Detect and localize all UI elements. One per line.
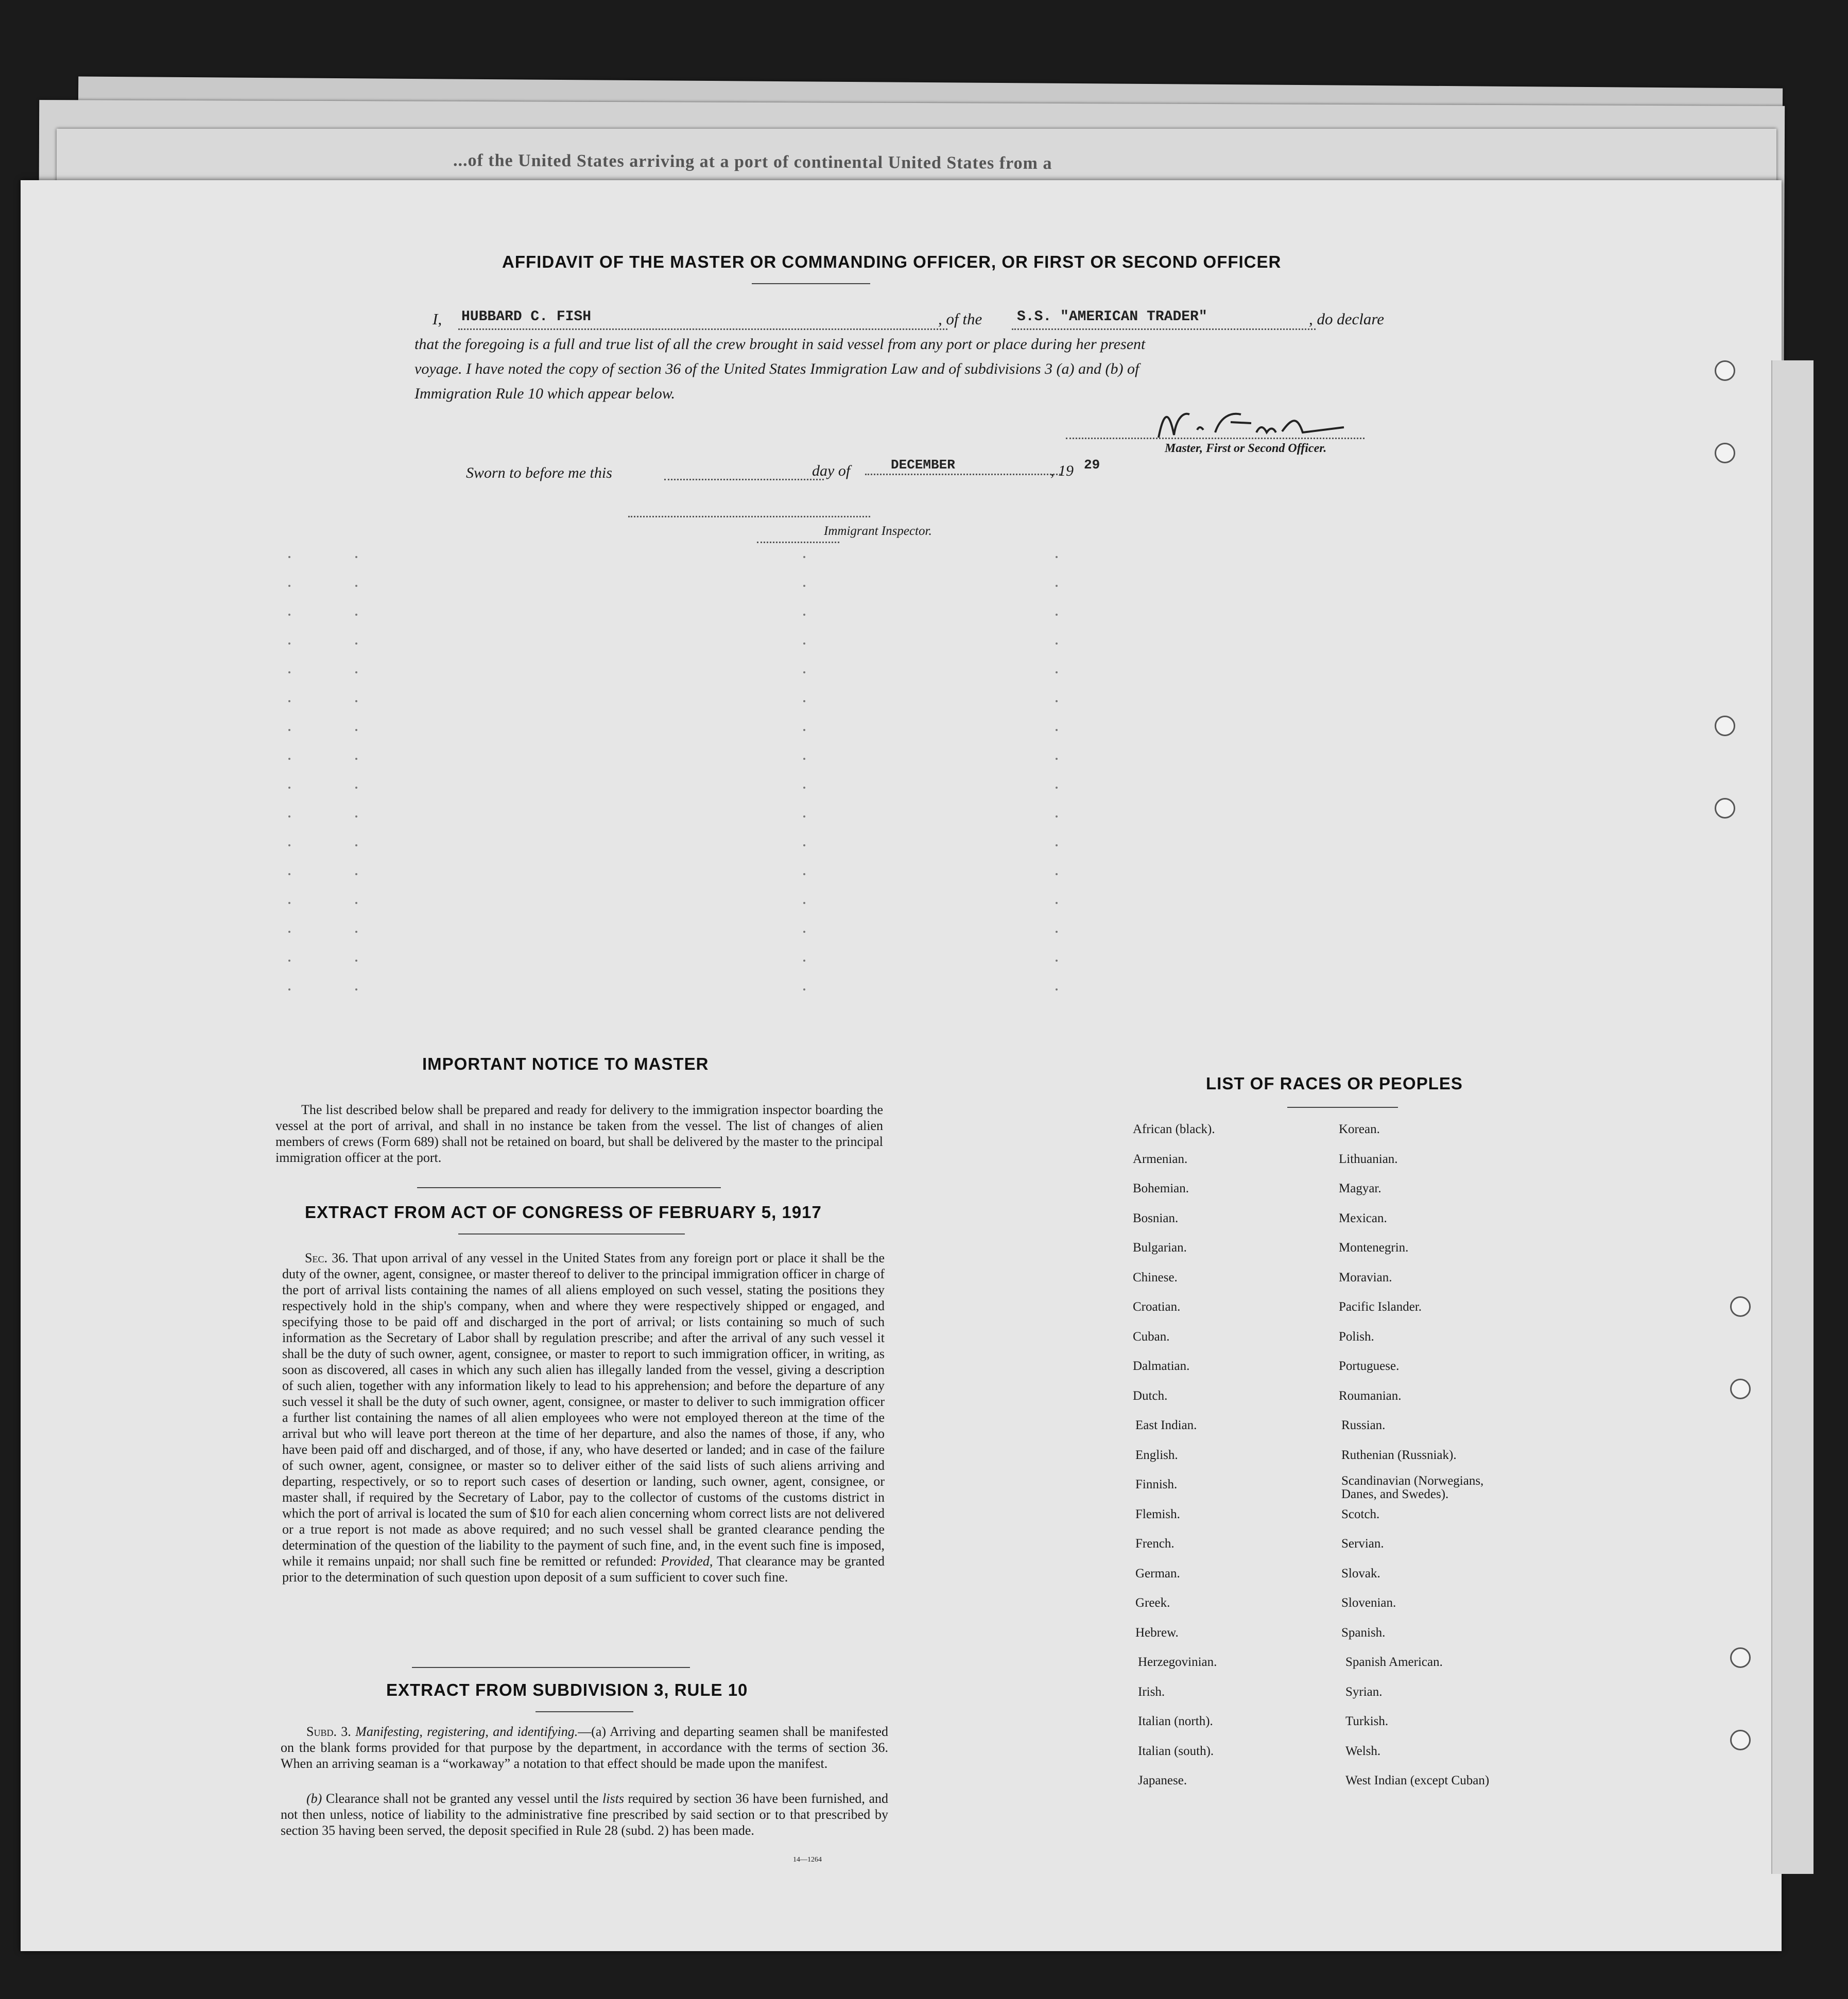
race-item: East Indian. [1135, 1418, 1197, 1432]
subd-b-body2: required by section 36 have been furnished, and not then unless, notice of liability to the administrative fine prescribed by said section or to that prescribed by section 35 having been served, the deposit specified in Rule 28 (subd. 2) has been made. [281, 1791, 888, 1838]
race-item: Turkish. [1345, 1714, 1389, 1728]
year-prefix: , 19 [1050, 462, 1074, 479]
race-item: Chinese. [1133, 1270, 1178, 1284]
race-item: Flemish. [1135, 1507, 1180, 1521]
race-item: Bosnian. [1133, 1211, 1179, 1225]
notice-text: The list described below shall be prepared and ready for delivery to the immigration inspector boarding the vessel at the port of arrival, and shall in no instance be taken from the vessel. The list of changes of alien members of crews (Form 689) shall not be retained on board, but shall be delivered by the master to the principal immigration officer at the port. [275, 1102, 883, 1165]
race-item: German. [1135, 1566, 1180, 1580]
race-item: Bohemian. [1133, 1181, 1189, 1195]
race-item: Slovenian. [1341, 1596, 1396, 1610]
divider [412, 1667, 690, 1668]
race-item: Montenegrin. [1339, 1241, 1409, 1255]
form-number: 14—1264 [793, 1856, 822, 1864]
race-item: Korean. [1339, 1122, 1380, 1136]
master-name: HUBBARD C. FISH [461, 309, 592, 325]
race-item: Polish. [1339, 1329, 1374, 1344]
subd-a-body: Arriving and departing seamen shall be manifested on the blank forms provided for that purpose by the department, in accordance with the terms of section 36. When an arriving seaman is a “workaway” a notation to that effect should be made upon the manifest. [281, 1724, 888, 1771]
race-item: Croatian. [1133, 1300, 1181, 1314]
behind-sheet-text: ...of the United States arriving at a port of continental United States from a [453, 150, 1052, 173]
affidavit-line: voyage. I have noted the copy of section 36 of the United States Immigration Law and of subdivisions 3 (a) and (b) of [414, 360, 1139, 377]
affidavit-line: that the foregoing is a full and true list of all the crew brought in said vessel from any port or place during her present [414, 336, 1146, 353]
race-item: Ruthenian (Russniak). [1341, 1448, 1457, 1462]
fill-line [664, 479, 824, 480]
inspector-line [757, 542, 839, 543]
subd-a-text [281, 1724, 888, 1771]
i-label: I, [433, 310, 442, 328]
divider [417, 1187, 721, 1188]
affidavit-line: Immigration Rule 10 which appear below. [414, 385, 676, 402]
binder-hole [1715, 716, 1735, 736]
binder-hole [1715, 360, 1735, 381]
race-item: Irish. [1138, 1684, 1165, 1699]
race-item: Scandinavian (Norwegians, Danes, and Swedes). [1341, 1474, 1484, 1501]
races-title: LIST OF RACES OR PEOPLES [1206, 1074, 1463, 1093]
subd-b-body1: Clearance shall not be granted any vessel until the [325, 1791, 599, 1806]
binder-hole [1715, 798, 1735, 819]
race-item: Magyar. [1339, 1181, 1381, 1195]
divider [1287, 1107, 1398, 1108]
of-the-label: , of the [938, 310, 982, 328]
race-item: Welsh. [1345, 1744, 1381, 1758]
race-item: Armenian. [1133, 1152, 1188, 1166]
race-item: Italian (north). [1138, 1714, 1213, 1728]
subd-b-label: (b) [306, 1791, 322, 1806]
race-item: Japanese. [1138, 1774, 1187, 1787]
divider [458, 1233, 685, 1235]
divider [752, 283, 870, 284]
signature-caption: Master, First or Second Officer. [1165, 442, 1327, 455]
race-item: Dalmatian. [1133, 1359, 1190, 1373]
subd-a-label: —(a) [578, 1724, 607, 1739]
race-item: Scotch. [1341, 1507, 1380, 1521]
race-item: Russian. [1341, 1418, 1386, 1432]
notice-title: IMPORTANT NOTICE TO MASTER [422, 1054, 709, 1073]
race-item: French. [1135, 1537, 1175, 1551]
fill-line [865, 474, 1061, 475]
section-body: That upon arrival of any vessel in the United States from any foreign port or place it shall be the duty of the owner, agent, consignee, or master thereof to deliver to the principal immigration officer in charge of the port of arrival lists containing the names of all aliens employed on such vessel, stating the positions they respectively hold in the ship's company, when and where they were respectively shipped or engaged, and specifying those to be paid off and discharged in the port of arrival; or lists containing so much of such information as the Secretary of Labor shall by regulation prescribe; and after the arrival of any such vessel it shall be the duty of such owner, agent, consignee, or master to report to such immigration officer, in writing, as soon as discovered, all cases in which any such alien has illegally landed from the vessel, giving a description of such alien, together with any information likely to lead to his apprehension; and before the departure of any such vessel it shall be the duty of such owner, agent, consignee, or master to deliver to such immigration officer a further list containing the names of all alien employees who were not employed thereon at the time of the arrival but who will leave port thereon at the time of her departure, and also the names of those, if any, who have been paid off and discharged, and of those, if any, who have deserted or landed; and in case of the failure of such owner, agent, consignee, or master so to deliver either of the said lists of such aliens arriving and departing, respectively, or so to report such cases of desertion or landing, such owner, agent, consignee, or master shall, if required by the Secretary of Labor, pay to the collector of customs of the customs district in which the port of arrival is located the sum of $10 for each alien concerning whom correct lists are not delivered or a true report is not made as above required; and no such vessel shall be granted clearance pending the determination of the question of the liability to the payment of such fine, and, in the event such fine is imposed, while it remains unpaid; nor shall such fine be remitted or refunded: [282, 1250, 885, 1569]
extract-act-title: EXTRACT FROM ACT OF CONGRESS OF FEBRUARY 5, 1917 [305, 1203, 822, 1222]
sworn-label: Sworn to before me this [466, 464, 612, 481]
fill-line [1012, 328, 1316, 330]
extract-rule-title: EXTRACT FROM SUBDIVISION 3, RULE 10 [386, 1680, 748, 1699]
inspector-line [628, 516, 870, 517]
race-item: Spanish American. [1345, 1655, 1443, 1669]
race-item: Servian. [1341, 1537, 1384, 1551]
race-item: Finnish. [1135, 1477, 1178, 1491]
binder-hole [1730, 1379, 1751, 1399]
affidavit-page [21, 180, 1782, 1951]
provided-label: Provided, [661, 1554, 713, 1569]
subd-b-lists: lists [602, 1791, 624, 1806]
race-item: Greek. [1135, 1596, 1170, 1610]
race-item: Italian (south). [1138, 1744, 1214, 1758]
race-item: Pacific Islander. [1339, 1300, 1422, 1314]
race-item: Slovak. [1341, 1566, 1380, 1580]
divider [536, 1711, 633, 1712]
binder-hole [1730, 1730, 1751, 1750]
race-item: Herzegovinian. [1138, 1655, 1217, 1669]
section-label: Sec. 36. [305, 1250, 349, 1265]
race-item: Cuban. [1133, 1329, 1170, 1344]
race-item: Lithuanian. [1339, 1152, 1398, 1166]
section-36-text [282, 1250, 885, 1585]
underlying-sheet-edge [1771, 360, 1814, 1874]
race-item: African (black). [1133, 1122, 1215, 1136]
binder-hole [1730, 1647, 1751, 1668]
year-suffix: 29 [1084, 457, 1100, 473]
race-item: Moravian. [1339, 1270, 1392, 1284]
day-of-label: day of [812, 462, 851, 479]
month: DECEMBER [891, 457, 955, 473]
race-item: Roumanian. [1339, 1388, 1402, 1403]
provided-text: That clearance may be granted prior to the determination of such question upon deposit of a sum sufficient to cover such fine. [282, 1554, 885, 1585]
binder-hole [1730, 1296, 1751, 1317]
binder-hole [1715, 443, 1735, 463]
race-item: English. [1135, 1448, 1178, 1462]
affidavit-title: AFFIDAVIT OF THE MASTER OR COMMANDING OFFICER, OR FIRST OR SECOND OFFICER [502, 252, 1282, 271]
subd-heading: Manifesting, registering, and identifying. [355, 1724, 578, 1739]
race-item: Spanish. [1341, 1625, 1386, 1640]
race-item: Bulgarian. [1133, 1241, 1187, 1255]
inspector-caption: Immigrant Inspector. [824, 524, 932, 538]
fill-line [458, 328, 947, 330]
do-declare-label: , do declare [1309, 310, 1385, 328]
subd-label: Subd. 3. [306, 1724, 351, 1739]
race-item: West Indian (except Cuban) [1345, 1774, 1490, 1787]
subd-b-text [281, 1791, 888, 1838]
race-item: Syrian. [1345, 1684, 1383, 1699]
vessel-name: S.S. "AMERICAN TRADER" [1017, 309, 1207, 325]
race-item: Portuguese. [1339, 1359, 1400, 1373]
race-item: Hebrew. [1135, 1625, 1179, 1640]
race-item: Dutch. [1133, 1388, 1168, 1403]
race-item: Mexican. [1339, 1211, 1387, 1225]
